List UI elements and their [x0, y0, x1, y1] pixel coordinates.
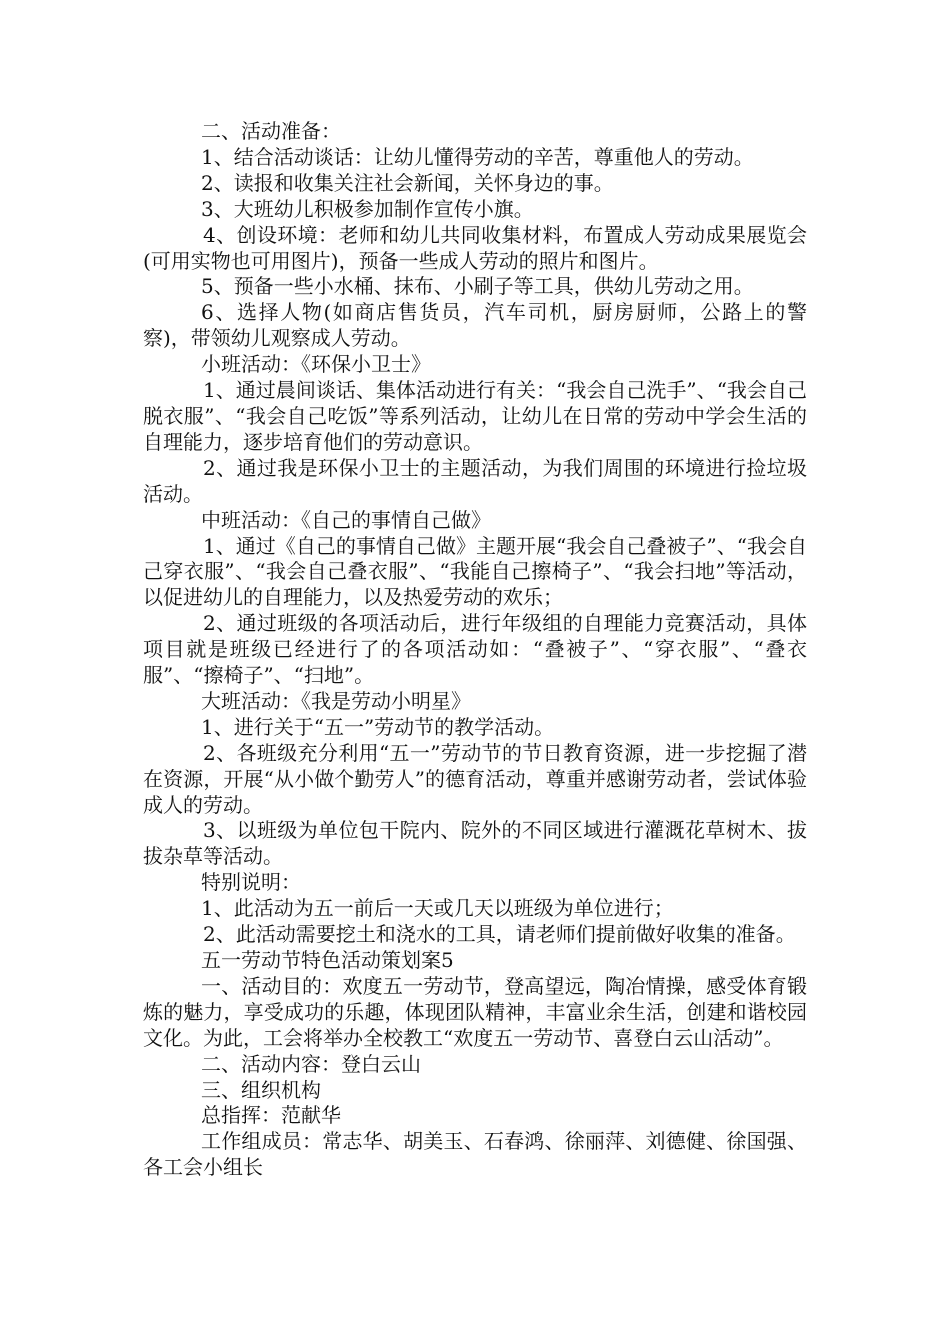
- plan-5-content: 二、活动内容：登白云山: [201, 1051, 421, 1076]
- preparation-item-4: 4、创设环境：老师和幼儿共同收集材料，布置成人劳动成果展览会(可用实物也可用图片)，预备一些成人劳动的照片和图片。: [143, 222, 807, 273]
- preparation-item-3: 3、大班幼儿积极参加制作宣传小旗。: [201, 196, 534, 221]
- preparation-item-5: 5、预备一些小水桶、抹布、小刷子等工具，供幼儿劳动之用。: [201, 274, 754, 299]
- middle-class-item-1: 1、通过《自己的事情自己做》主题开展“我会自己叠被子”、“我会自己穿衣服”、“我会自己叠衣服”、“我能自己擦椅子”、“我会扫地”等活动，以促进幼儿的自理能力，以及热爱劳动的欢乐；: [143, 533, 807, 610]
- plan-5-purpose: 一、活动目的：欢度五一劳动节，登高望远，陶冶情操，感受体育锻炼的魅力，享受成功的乐趣，体现团队精神，丰富业余生活，创建和谐校园文化。为此，工会将举办全校教工“欢度五一劳动节、喜登白云山活动”。: [143, 973, 807, 1050]
- small-class-item-1: 1、通过晨间谈话、集体活动进行有关：“我会自己洗手”、“我会自己脱衣服”、“我会自己吃饭”等系列活动，让幼儿在日常的劳动中学会生活的自理能力，逐步培育他们的劳动意识。: [143, 378, 807, 454]
- big-class-heading: 大班活动：《我是劳动小明星》: [201, 688, 471, 713]
- special-note-heading: 特别说明：: [201, 870, 301, 895]
- small-class-heading: 小班活动：《环保小卫士》: [201, 352, 431, 377]
- middle-class-item-2: 2、通过班级的各项活动后，进行年级组的自理能力竞赛活动，具体项目就是班级已经进行了的各项活动如：“叠被子”、“穿衣服”、“叠衣服”、“擦椅子”、“扫地”。: [143, 611, 807, 688]
- small-class-item-2: 2、通过我是环保小卫士的主题活动，为我们周围的环境进行捡垃圾活动。: [143, 455, 807, 506]
- special-note-item-2: 2、此活动需要挖土和浇水的工具，请老师们提前做好收集的准备。: [203, 922, 796, 947]
- big-class-item-3: 3、以班级为单位包干院内、院外的不同区域进行灌溉花草树木、拔拔杂草等活动。: [143, 818, 807, 869]
- plan-5-commander: 总指挥：范献华: [201, 1103, 341, 1128]
- document-body: [143, 119, 807, 1181]
- section-heading-preparation: 二、活动准备：: [201, 119, 341, 143]
- plan-5-working-group: 工作组成员：常志华、胡美玉、石春鸿、徐丽萍、刘德健、徐国强、各工会小组长: [143, 1129, 807, 1180]
- big-class-item-2: 2、各班级充分利用“五一”劳动节的节日教育资源，进一步挖掘了潜在资源，开展“从小做个勤劳人”的德育活动，尊重并感谢劳动者，尝试体验成人的劳动。: [143, 740, 807, 817]
- big-class-item-1: 1、进行关于“五一”劳动节的教学活动。: [201, 714, 555, 739]
- middle-class-heading: 中班活动：《自己的事情自己做》: [201, 507, 491, 532]
- plan-5-organization-heading: 三、组织机构: [201, 1077, 321, 1102]
- preparation-item-2: 2、读报和收集关注社会新闻，关怀身边的事。: [201, 170, 614, 195]
- preparation-item-6: 6、选择人物(如商店售货员，汽车司机，厨房厨师，公路上的警察)，带领幼儿观察成人劳动。: [143, 300, 807, 351]
- preparation-item-1: 1、结合活动谈话：让幼儿懂得劳动的辛苦，尊重他人的劳动。: [201, 144, 754, 169]
- plan-5-title: 五一劳动节特色活动策划案5: [201, 948, 454, 972]
- special-note-item-1: 1、此活动为五一前后一天或几天以班级为单位进行；: [201, 896, 674, 921]
